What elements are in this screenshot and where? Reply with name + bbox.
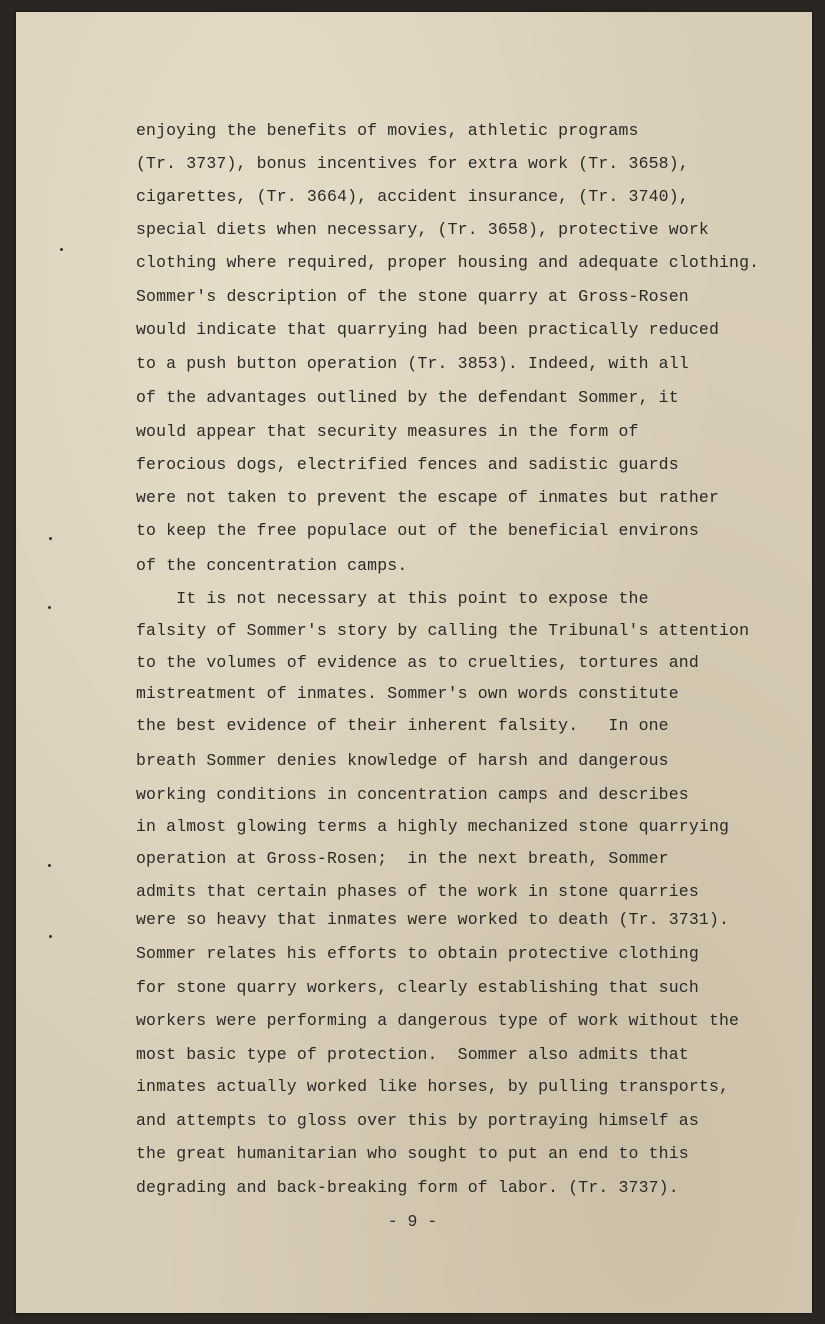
text-line: special diets when necessary, (Tr. 3658), protective work [136, 220, 709, 239]
margin-mark [48, 606, 51, 609]
text-line: breath Sommer denies knowledge of harsh and dangerous [136, 751, 669, 770]
text-line: were so heavy that inmates were worked to death (Tr. 3731). [136, 910, 730, 929]
text-line: to the volumes of evidence as to cruelties, tortures and [136, 653, 699, 672]
margin-mark [49, 537, 52, 540]
text-line: the best evidence of their inherent falsity. In one [136, 716, 669, 735]
text-line: (Tr. 3737), bonus incentives for extra work (Tr. 3658), [136, 154, 689, 173]
text-line: would indicate that quarrying had been practically reduced [136, 320, 719, 339]
text-line: the great humanitarian who sought to put an end to this [136, 1144, 689, 1163]
text-line: of the concentration camps. [136, 556, 408, 575]
text-line: working conditions in concentration camps and describes [136, 785, 689, 804]
text-line: cigarettes, (Tr. 3664), accident insurance, (Tr. 3740), [136, 187, 689, 206]
margin-mark [49, 935, 52, 938]
text-line: ferocious dogs, electrified fences and sadistic guards [136, 455, 679, 474]
text-line: to keep the free populace out of the beneficial environs [136, 521, 699, 540]
text-line: Sommer relates his efforts to obtain protective clothing [136, 944, 699, 963]
margin-mark [60, 248, 63, 251]
text-line: clothing where required, proper housing and adequate clothing. [136, 253, 760, 272]
text-line: of the advantages outlined by the defendant Sommer, it [136, 388, 679, 407]
text-line: would appear that security measures in the form of [136, 422, 639, 441]
margin-mark [48, 864, 51, 867]
text-line: for stone quarry workers, clearly establishing that such [136, 978, 699, 997]
page-number: - 9 - [387, 1212, 438, 1231]
text-line: falsity of Sommer's story by calling the Tribunal's attention [136, 621, 750, 640]
text-line: degrading and back-breaking form of labor. (Tr. 3737). [136, 1178, 679, 1197]
text-line: most basic type of protection. Sommer also admits that [136, 1045, 689, 1064]
text-line: Sommer's description of the stone quarry at Gross-Rosen [136, 287, 689, 306]
text-line: It is not necessary at this point to expose the [136, 589, 649, 608]
text-line: enjoying the benefits of movies, athletic programs [136, 121, 639, 140]
text-line: mistreatment of inmates. Sommer's own words constitute [136, 684, 679, 703]
text-line: were not taken to prevent the escape of inmates but rather [136, 488, 719, 507]
text-line: and attempts to gloss over this by portraying himself as [136, 1111, 699, 1130]
text-line: to a push button operation (Tr. 3853). Indeed, with all [136, 354, 689, 373]
text-line: inmates actually worked like horses, by pulling transports, [136, 1077, 730, 1096]
text-line: workers were performing a dangerous type of work without the [136, 1011, 740, 1030]
text-line: in almost glowing terms a highly mechanized stone quarrying [136, 817, 730, 836]
text-line: admits that certain phases of the work in stone quarries [136, 882, 699, 901]
text-line: operation at Gross-Rosen; in the next breath, Sommer [136, 849, 669, 868]
